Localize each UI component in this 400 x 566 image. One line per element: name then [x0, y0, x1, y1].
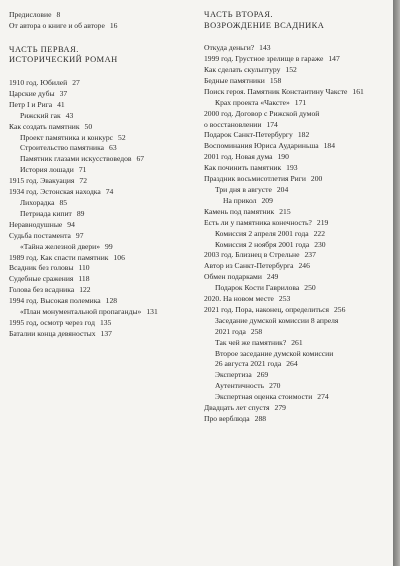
toc-entry-title: Воспоминания Юриса Аудариньша [204, 141, 319, 151]
toc-entry [204, 76, 400, 87]
toc-entry-title: 1994 год. Высокая полемика [9, 296, 101, 306]
toc-entry [9, 209, 199, 220]
part-heading-line: ЧАСТЬ ВТОРАЯ. [204, 10, 274, 19]
toc-entry [9, 133, 199, 144]
toc-entry-title: Рижский гак [20, 110, 61, 120]
toc-entry [9, 198, 199, 209]
toc-entry-page-number: 8 [56, 10, 61, 19]
toc-entry-title: Баталии конца девяностых [9, 328, 96, 338]
toc-entry-page-number: 85 [59, 197, 68, 207]
toc-entry-page-number: 63 [109, 143, 117, 153]
toc-entry [9, 78, 199, 89]
toc-entry-page-number: 131 [146, 307, 158, 317]
toc-entry-title: Крах проекта «Чаксте» [215, 97, 290, 107]
toc-entry-page-number: 122 [79, 285, 91, 295]
toc-entry-title: Аутентичность [215, 381, 265, 391]
toc-entry-title: 2021 года [215, 326, 246, 336]
toc-entry [204, 65, 400, 76]
toc-entry [204, 196, 400, 207]
toc-entry [204, 359, 400, 370]
toc-entry [204, 261, 400, 272]
toc-entry-page-number: 250 [304, 283, 316, 293]
toc-entry [9, 111, 199, 122]
part-one-heading [9, 45, 199, 66]
toc-entry-page-number: 71 [78, 165, 87, 175]
toc-entry [9, 296, 199, 307]
toc-entry [204, 349, 400, 360]
toc-entry [9, 253, 199, 264]
part-heading-line: ЧАСТЬ ПЕРВАЯ. [9, 44, 79, 54]
toc-entry-page-number: 270 [269, 381, 281, 391]
toc-entry-title: Экспертная оценка стоимости [215, 392, 313, 402]
toc-left-column [9, 10, 199, 340]
toc-entry-title: Лихорадка [20, 197, 55, 207]
toc-entry [204, 163, 400, 174]
toc-entry-title: 1915 год. Эвакуация [9, 176, 75, 186]
toc-entry-title: Подарок Кости Гаврилова [215, 283, 300, 293]
toc-entry [204, 403, 400, 414]
toc-entry-title: Строительство памятника [20, 143, 105, 153]
toc-entry-title: Всадник без головы [9, 263, 74, 273]
toc-entry [9, 187, 199, 198]
toc-entry-title: Как сделать скульптуру [204, 65, 281, 74]
toc-entry [9, 242, 199, 253]
toc-entry-page-number: 106 [113, 252, 125, 262]
toc-entry-page-number: 137 [100, 328, 112, 338]
toc-entry-page-number: 274 [317, 392, 329, 402]
toc-entry [9, 10, 199, 21]
toc-entry-title: Комиссия 2 апреля 2001 года [215, 228, 309, 238]
toc-entry-page-number: 94 [67, 219, 75, 229]
toc-entry-title: От автора о книге и об авторе [9, 20, 105, 30]
toc-entry [9, 89, 199, 100]
toc-entry [204, 338, 400, 349]
toc-entry-page-number: 67 [136, 154, 145, 164]
toc-entry [204, 152, 400, 163]
toc-entry-title: Как починить памятник [204, 163, 282, 173]
toc-entry-title: 1989 год. Как спасти памятник [9, 252, 109, 262]
toc-entry-title: История лошади [20, 165, 74, 175]
toc-entry [9, 307, 199, 318]
part-heading-line: ВОЗРОЖДЕНИЕ ВСАДНИКА [204, 20, 325, 30]
toc-entry-title: Проект памятника и конкурс [20, 132, 114, 142]
front-matter [9, 10, 199, 32]
toc-entry-title: «Тайна железной двери» [20, 241, 101, 251]
part-one-entries [9, 78, 199, 340]
toc-entry-page-number: 264 [286, 359, 298, 369]
toc-entry-page-number: 41 [57, 99, 65, 109]
toc-entry-title: Подарок Санкт-Петербургу [204, 130, 293, 140]
toc-entry [204, 141, 400, 152]
toc-entry [204, 130, 400, 141]
toc-entry-page-number: 230 [314, 239, 326, 249]
toc-entry-title: Предисловие [9, 10, 52, 19]
toc-entry-title: Заседание думской комиссии 8 апреля [215, 315, 339, 325]
toc-entry-title: Как создать памятник [9, 121, 80, 131]
toc-entry-title: Царские дубы [9, 88, 55, 98]
toc-entry-title: Так чей же памятник? [215, 337, 287, 347]
toc-entry-page-number: 219 [316, 217, 329, 227]
toc-entry [204, 392, 400, 403]
toc-entry [204, 54, 400, 65]
toc-entry [9, 100, 199, 111]
toc-entry-page-number: 147 [328, 54, 340, 64]
toc-entry-title: 26 августа 2021 года [215, 359, 282, 369]
part-two-entries [204, 43, 400, 425]
toc-entry [9, 165, 199, 176]
toc-entry-title: Праздник восьмисотлетия Риги [204, 174, 306, 184]
toc-entry [204, 218, 400, 229]
toc-entry [204, 120, 400, 131]
toc-entry-title: Судебные сражения [9, 274, 74, 284]
toc-entry-title: Есть ли у памятника конечность? [204, 217, 312, 227]
toc-entry-page-number: 89 [76, 208, 85, 218]
toc-entry-page-number: 135 [99, 317, 112, 327]
toc-entry-page-number: 52 [118, 132, 126, 142]
toc-entry-page-number: 97 [75, 230, 84, 240]
toc-entry-title: «План монументальной пропаганды» [20, 307, 142, 317]
toc-entry-title: Про верблюда [204, 414, 250, 423]
toc-entry [9, 176, 199, 187]
toc-entry-page-number: 256 [334, 304, 346, 314]
toc-entry-page-number: 200 [310, 174, 323, 184]
toc-entry-page-number: 222 [313, 228, 325, 238]
toc-entry-title: Экспертиза [215, 370, 252, 380]
toc-entry-page-number: 269 [256, 370, 269, 380]
toc-entry [204, 305, 400, 316]
toc-entry [9, 263, 199, 274]
toc-entry-page-number: 72 [79, 176, 87, 186]
toc-entry-page-number: 190 [277, 152, 289, 162]
toc-entry-page-number: 74 [105, 187, 114, 197]
toc-entry-title: 2000 год. Договор с Рижской думой [204, 108, 320, 118]
toc-entry-title: 1999 год. Грустное зрелище в гараже [204, 54, 324, 64]
part-two-heading [204, 10, 400, 31]
toc-entry-page-number: 288 [254, 414, 267, 423]
toc-entry-page-number: 253 [278, 294, 291, 304]
toc-entry-page-number: 43 [65, 110, 74, 120]
toc-entry [204, 250, 400, 261]
toc-entry-page-number: 215 [279, 206, 291, 216]
toc-entry-page-number: 152 [285, 65, 297, 74]
toc-entry [9, 329, 199, 340]
toc-entry-page-number: 182 [297, 130, 310, 140]
toc-entry-title: Петр I и Рига [9, 99, 53, 109]
toc-entry [9, 274, 199, 285]
toc-entry-page-number: 118 [78, 274, 90, 284]
toc-entry [204, 294, 400, 305]
toc-entry-title: 2021 год. Пора, наконец, определиться [204, 304, 329, 314]
toc-entry-title: 2003 год. Близнец в Стрельне [204, 250, 300, 260]
toc-entry-title: На прикол [223, 195, 257, 205]
toc-entry [9, 122, 199, 133]
toc-entry-title: Камень под памятник [204, 206, 275, 216]
toc-entry-page-number: 37 [59, 88, 68, 98]
toc-entry-title: Второе заседание думской комиссии [215, 348, 334, 358]
toc-entry [204, 87, 400, 98]
toc-entry-page-number: 99 [105, 241, 113, 251]
toc-entry-page-number: 110 [78, 263, 90, 273]
toc-entry-page-number: 246 [298, 261, 310, 271]
toc-entry [9, 231, 199, 242]
toc-entry-title: 1995 год, осмотр через год [9, 317, 95, 327]
toc-entry-page-number: 27 [72, 78, 80, 87]
toc-entry-page-number: 209 [261, 195, 273, 205]
toc-entry [9, 220, 199, 231]
toc-entry [204, 174, 400, 185]
toc-entry [9, 21, 199, 32]
toc-entry [9, 154, 199, 165]
toc-entry-page-number: 128 [105, 296, 118, 306]
toc-entry [9, 143, 199, 154]
toc-entry-title: 1934 год. Эстонская находка [9, 187, 101, 197]
toc-entry [204, 283, 400, 294]
toc-entry [204, 316, 400, 327]
toc-entry-page-number: 249 [266, 272, 279, 282]
toc-entry-page-number: 161 [352, 86, 364, 96]
toc-entry-page-number: 193 [286, 163, 298, 173]
toc-entry-page-number: 184 [323, 141, 336, 151]
toc-entry-page-number: 261 [291, 337, 303, 347]
toc-entry-page-number: 143 [259, 43, 271, 53]
toc-entry [204, 229, 400, 240]
toc-entry-page-number: 174 [266, 119, 278, 129]
toc-entry [204, 185, 400, 196]
toc-entry-page-number: 258 [250, 326, 263, 336]
toc-entry-page-number: 158 [269, 75, 282, 85]
toc-entry [204, 109, 400, 120]
toc-entry [204, 43, 400, 54]
toc-entry-title: 2001 год. Новая дума [204, 152, 273, 162]
toc-entry [204, 381, 400, 392]
toc-entry [204, 240, 400, 251]
toc-entry-title: 1910 год. Юбилей [9, 78, 68, 87]
part-heading-line: ИСТОРИЧЕСКИЙ РОМАН [9, 55, 118, 65]
toc-entry-title: Двадцать лет спустя [204, 403, 270, 413]
toc-entry [204, 414, 400, 425]
toc-entry-title: Поиск героя. Памятник Константину Чаксте [204, 86, 348, 96]
toc-entry-page-number: 237 [304, 250, 316, 260]
toc-entry [9, 318, 199, 329]
toc-entry-title: Бедные памятники [204, 75, 265, 85]
toc-entry-title: Неравнодушные [9, 219, 63, 229]
toc-entry-title: Петриада кипит [20, 208, 72, 218]
toc-entry-title: Памятник глазами искусствоведов [20, 154, 132, 164]
toc-entry-page-number: 279 [274, 403, 286, 413]
toc-entry-title: Три дня в августе [215, 184, 272, 194]
toc-entry [204, 98, 400, 109]
toc-entry-title: Автор из Санкт-Петербурга [204, 261, 294, 271]
toc-entry-page-number: 16 [109, 20, 118, 30]
toc-entry-title: 2020. На новом месте [204, 294, 274, 304]
toc-entry-title: о восстановлении [204, 119, 262, 129]
toc-entry-title: Голова без всадника [9, 285, 75, 295]
toc-entry [204, 207, 400, 218]
toc-entry [9, 285, 199, 296]
toc-entry-page-number: 171 [294, 97, 307, 107]
toc-entry [204, 327, 400, 338]
toc-entry-title: Судьба постамента [9, 230, 71, 240]
toc-entry-page-number: 204 [276, 184, 289, 194]
toc-entry-title: Обмен подарками [204, 272, 262, 282]
toc-entry-title: Откуда деньги? [204, 43, 255, 53]
toc-entry [204, 272, 400, 283]
toc-entry [204, 370, 400, 381]
toc-entry-title: Комиссия 2 ноября 2001 года [215, 239, 310, 249]
toc-right-column [204, 10, 400, 425]
toc-entry-page-number: 50 [84, 121, 93, 131]
